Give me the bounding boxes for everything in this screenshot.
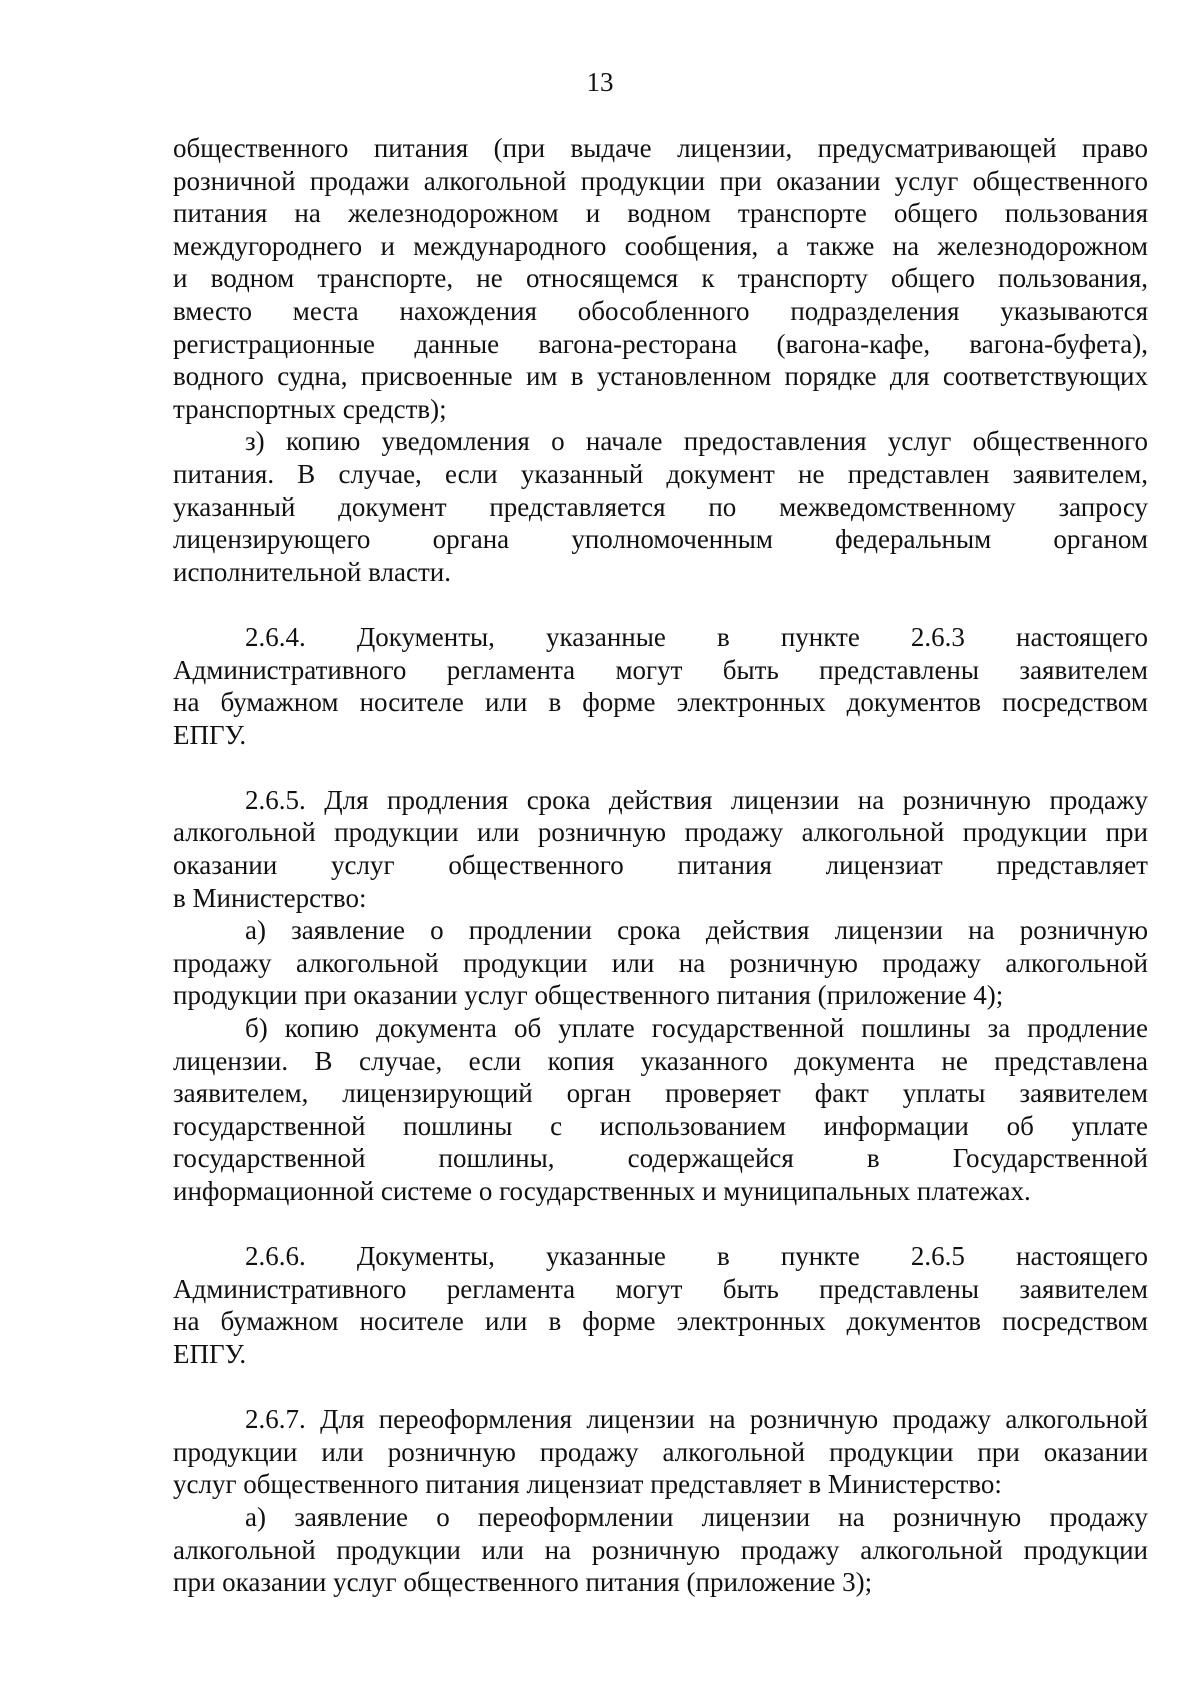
text-line: оказании услуг общественного питания лицензиат представляет — [173, 850, 1148, 881]
text-line: продукции при оказании услуг общественного питания (приложение 4); — [173, 980, 1004, 1011]
text-line: ЕПГУ. — [173, 1338, 247, 1369]
page-number: 13 — [586, 67, 614, 97]
text-line: в Министерство: — [173, 882, 367, 913]
document-body — [173, 132, 1148, 1599]
text-line: при оказании услуг общественного питания (приложение 3); — [173, 1567, 873, 1598]
text-line: а) заявление о продлении срока действия лицензии на розничную — [245, 915, 1148, 946]
text-line: регистрационные данные вагона-ресторана (вагона-кафе, вагона-буфета), — [173, 328, 1148, 359]
text-line: указанный документ представляется по межведомственному запросу — [173, 491, 1148, 522]
text-line: 2.6.7. Для переоформления лицензии на розничную продажу алкогольной — [245, 1404, 1148, 1435]
text-line: б) копию документа об уплате государственной пошлины за продление — [245, 1013, 1148, 1044]
text-line: ЕПГУ. — [173, 719, 247, 750]
text-line: исполнительной власти. — [173, 556, 451, 587]
text-line: заявителем, лицензирующий орган проверяет факт уплаты заявителем — [173, 1078, 1148, 1109]
text-line: транспортных средств); — [173, 393, 447, 424]
text-line: алкогольной продукции или розничную продажу алкогольной продукции при — [173, 817, 1148, 848]
text-line: 2.6.5. Для продления срока действия лицензии на розничную продажу — [245, 784, 1148, 815]
text-line: общественного питания (при выдаче лицензии, предусматривающей право — [173, 133, 1148, 163]
text-line: на бумажном носителе или в форме электронных документов посредством — [173, 687, 1148, 718]
text-line: питания. В случае, если указанный документ не представлен заявителем, — [173, 458, 1148, 489]
text-line: продукции или розничную продажу алкогольной продукции при оказании — [173, 1436, 1148, 1467]
text-line: государственной пошлины, содержащейся в Государственной — [173, 1143, 1148, 1174]
text-line: и водном транспорте, не относящемся к транспорту общего пользования, — [173, 263, 1148, 294]
text-line: а) заявление о переоформлении лицензии на розничную продажу — [245, 1501, 1148, 1532]
text-line: 2.6.6. Документы, указанные в пункте 2.6.5 настоящего — [245, 1241, 1148, 1272]
text-line: продажу алкогольной продукции или на розничную продажу алкогольной — [173, 947, 1148, 978]
text-line: междугороднего и международного сообщения, а также на железнодорожном — [173, 230, 1148, 261]
text-line: питания на железнодорожном и водном транспорте общего пользования — [173, 198, 1148, 229]
text-line: лицензии. В случае, если копия указанного документа не представлена — [173, 1045, 1148, 1076]
text-line: водного судна, присвоенные им в установленном порядке для соответствующих — [173, 361, 1148, 392]
text-line: 2.6.4. Документы, указанные в пункте 2.6.3 настоящего — [245, 621, 1148, 652]
text-line: алкогольной продукции или на розничную продажу алкогольной продукции — [173, 1534, 1148, 1565]
text-line: вместо места нахождения обособленного подразделения указываются — [173, 295, 1148, 326]
text-line: информационной системе о государственных и муниципальных платежах. — [173, 1176, 1031, 1206]
text-line: розничной продажи алкогольной продукции при оказании услуг общественного — [173, 165, 1148, 196]
text-line: Административного регламента могут быть представлены заявителем — [173, 654, 1148, 685]
text-line: Административного регламента могут быть представлены заявителем — [173, 1273, 1148, 1304]
text-line: з) копию уведомления о начале предоставления услуг общественного — [245, 426, 1148, 457]
text-line: лицензирующего органа уполномоченным федеральным органом — [173, 524, 1148, 555]
text-line: услуг общественного питания лицензиат представляет в Министерство: — [173, 1469, 1002, 1500]
text-line: государственной пошлины с использованием информации об уплате — [173, 1110, 1148, 1141]
text-line: на бумажном носителе или в форме электронных документов посредством — [173, 1306, 1148, 1337]
